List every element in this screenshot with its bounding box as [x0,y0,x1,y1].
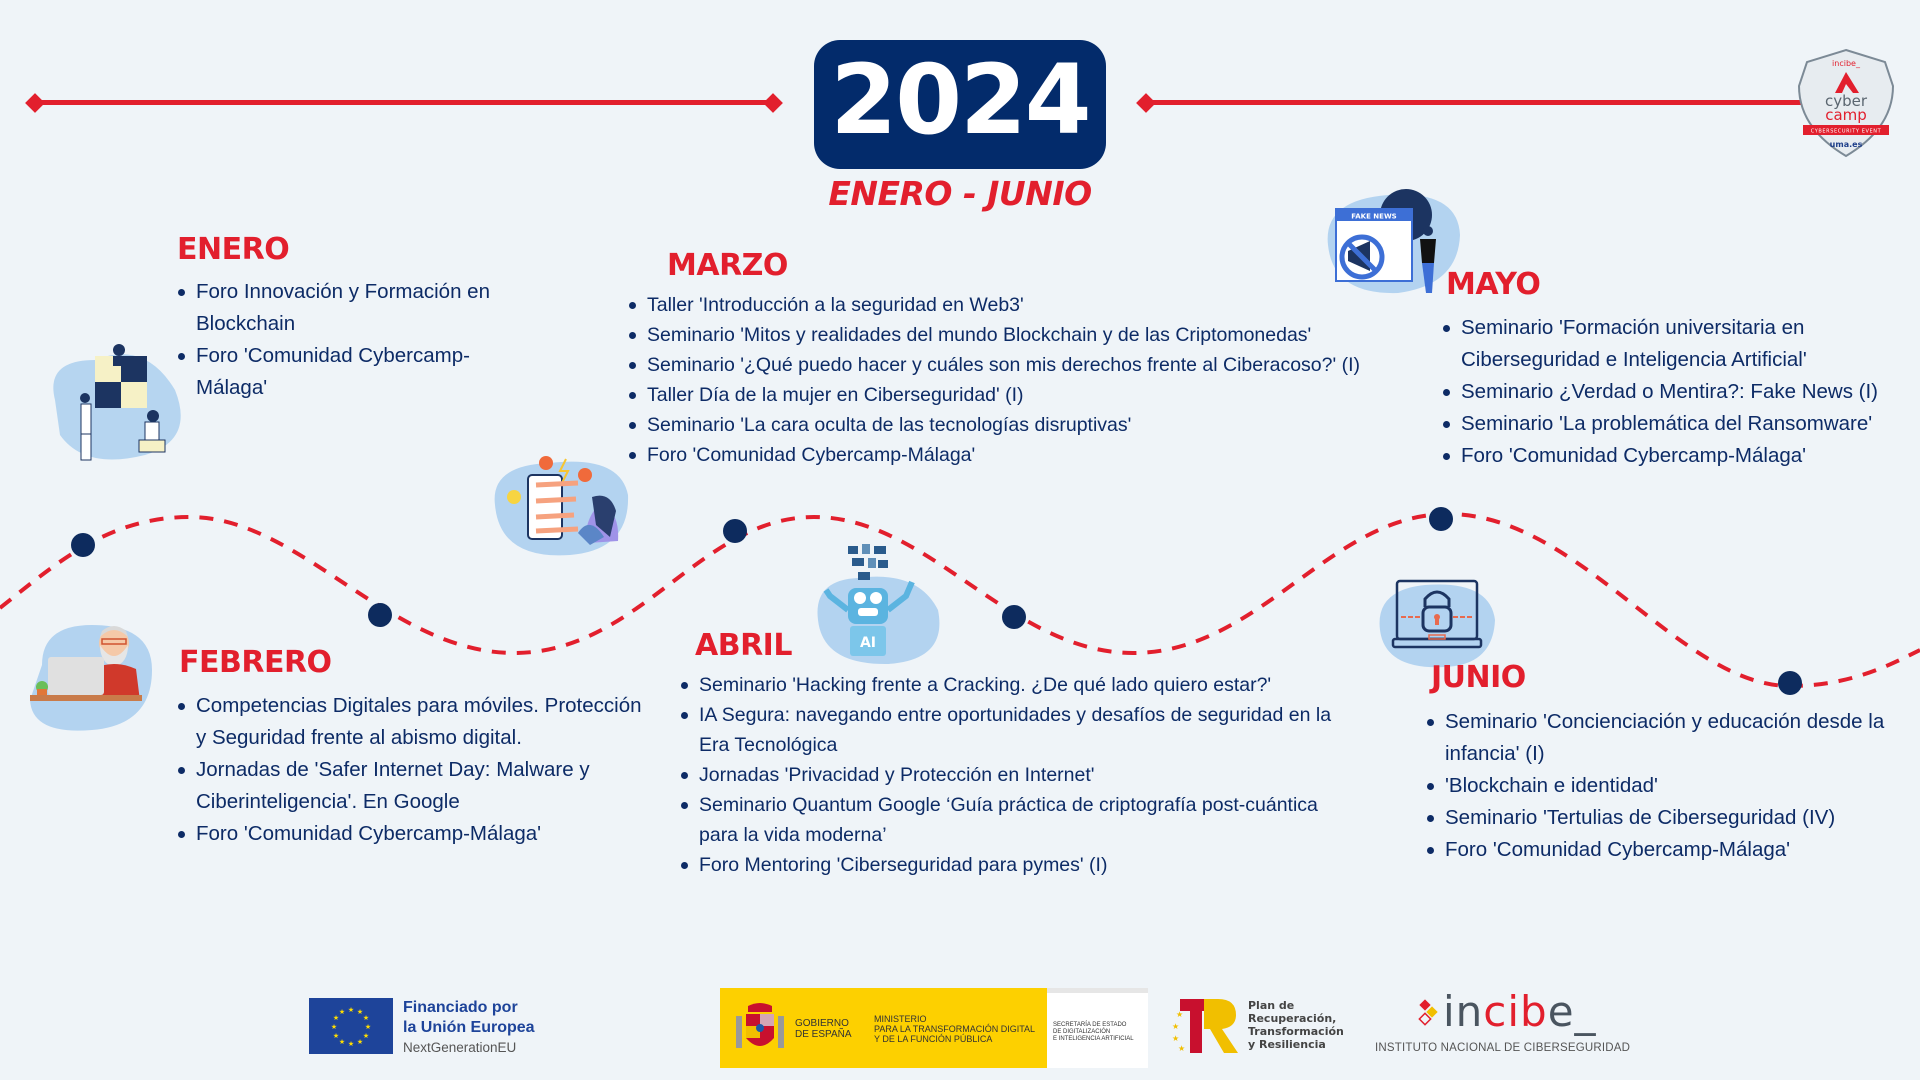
list-item: Foro 'Comunidad Cybercamp-Málaga' [1425,834,1915,866]
list-item: Seminario 'La problemática del Ransomware' [1441,408,1911,440]
coat-of-arms-icon [732,1000,788,1060]
svg-text:camp: camp [1825,106,1867,124]
cyberbullying-icon [480,545,630,564]
list-item: Seminario ¿Verdad o Mentira?: Fake News (I) [1441,376,1911,408]
abril-title: ABRIL [695,628,792,663]
svg-text:★: ★ [1172,1034,1180,1043]
junio-events-list [1425,706,1915,866]
list-item: Seminario 'La cara oculta de las tecnologías disruptivas' [627,410,1387,440]
svg-text:★: ★ [332,1014,340,1022]
ai-robot-icon [808,635,943,669]
marzo-illustration [480,445,630,564]
prtr-text: Plan de Recuperación, Transformación y Resiliencia [1248,999,1344,1051]
list-item: Seminario Quantum Google ‘Guía práctica de criptografía post-cuántica para la vida moderna’ [679,790,1349,850]
list-item: Seminario 'Hacking frente a Cracking. ¿De qué lado quiero estar?' [679,670,1349,700]
svg-text:★: ★ [356,1008,364,1016]
list-item: Seminario 'Tertulias de Ciberseguridad (IV) [1425,802,1915,834]
timeline-dot [1002,605,1026,629]
febrero-events-list [176,690,646,850]
list-item: Foro 'Comunidad Cybercamp-Málaga' [1441,440,1911,472]
eu-text: Financiado por la Unión Europea [403,999,535,1036]
eu-flag-icon [309,998,393,1054]
senior-laptop-icon [22,720,157,739]
mayo-title: MAYO [1446,267,1541,302]
timeline-dot [1778,671,1802,695]
fake-news-icon [1318,212,1463,304]
svg-text:uma.es: uma.es [1829,140,1863,149]
svg-text:★: ★ [338,1008,346,1016]
list-item: Taller 'Introducción a la seguridad en Web3' [627,290,1387,320]
svg-text:★: ★ [338,1038,346,1046]
febrero-illustration [22,615,157,739]
timeline-dot [1429,507,1453,531]
timeline-dot [723,519,747,543]
svg-text:★: ★ [1172,1022,1180,1031]
incibe-diamond-icon [1417,999,1439,1033]
marzo-events-list [627,290,1387,470]
svg-text:★: ★ [332,1032,340,1040]
list-item: Jornadas de 'Safer Internet Day: Malware y Ciberinteligencia'. En Google [176,754,646,818]
list-item: Seminario 'Concienciación y educación desde la infancia' (I) [1425,706,1915,770]
list-item: Foro 'Comunidad Cybercamp-Málaga' [176,818,646,850]
abril-illustration [808,540,943,669]
svg-text:★: ★ [1178,1044,1186,1053]
list-item: Taller Día de la mujer en Ciberseguridad' (I) [627,380,1387,410]
gobierno-text: GOBIERNO DE ESPAÑA [795,1018,852,1040]
list-item: Foro Innovación y Formación en Blockchain [176,276,516,340]
febrero-title: FEBRERO [179,645,332,680]
svg-text:FAKE NEWS: FAKE NEWS [1351,212,1397,221]
list-item: Foro 'Comunidad Cybercamp-Málaga' [176,340,516,404]
year-title: 2024 [814,40,1106,169]
enero-events-list [176,276,516,404]
svg-text:★: ★ [1176,1010,1184,1019]
enero-illustration [35,320,190,469]
svg-text:★: ★ [362,1014,370,1022]
list-item: Foro 'Comunidad Cybercamp-Málaga' [627,440,1387,470]
list-item: Seminario 'Mitos y realidades del mundo Blockchain y de las Criptomonedas' [627,320,1387,350]
gobierno-espana-logo [720,988,1148,1068]
abril-events-list [679,670,1349,880]
svg-text:cyber: cyber [1824,92,1868,110]
list-item: Competencias Digitales para móviles. Protección y Seguridad frente al abismo digital. [176,690,646,754]
svg-text:★: ★ [347,1006,355,1014]
puzzle-team-icon [35,450,190,469]
timeline-dot [368,603,392,627]
secretaria-text: SECRETARÍA DE ESTADO DE DIGITALIZACIÓN E INTELIGENCIA ARTIFICIAL [1053,1022,1134,1042]
tr-logo-icon [1170,995,1242,1059]
marzo-title: MARZO [667,248,788,283]
svg-text:★: ★ [330,1023,338,1031]
mayo-events-list [1441,312,1911,472]
mayo-illustration [1318,185,1463,304]
list-item: Foro Mentoring 'Ciberseguridad para pymes' (I) [679,850,1349,880]
junio-title: JUNIO [1431,660,1526,695]
svg-text:incibe_: incibe_ [1832,59,1860,68]
list-item: IA Segura: navegando entre oportunidades y desafíos de seguridad en la Era Tecnológica [679,700,1349,760]
svg-text:AI: AI [859,635,877,651]
svg-text:★: ★ [347,1040,355,1048]
svg-text:★: ★ [364,1023,372,1031]
list-item: Seminario '¿Qué puedo hacer y cuáles son mis derechos frente al Ciberacoso?' (I) [627,350,1387,380]
ministerio-text: MINISTERIO PARA LA TRANSFORMACIÓN DIGITAL Y DE LA FUNCIÓN PÚBLICA [874,1014,1036,1044]
period-subtitle: ENERO - JUNIO [828,174,1092,213]
svg-text:CYBERSECURITY EVENT: CYBERSECURITY EVENT [1810,128,1882,135]
enero-title: ENERO [177,232,290,267]
list-item: Jornadas 'Privacidad y Protección en Internet' [679,760,1349,790]
incibe-subtitle: INSTITUTO NACIONAL DE CIBERSEGURIDAD [1375,1042,1631,1054]
incibe-wordmark: incibe_ [1443,987,1597,1036]
list-item: Seminario 'Formación universitaria en Ciberseguridad e Inteligencia Artificial' [1441,312,1911,376]
svg-text:★: ★ [362,1032,370,1040]
svg-text:★: ★ [356,1038,364,1046]
list-item: 'Blockchain e identidad' [1425,770,1915,802]
eu-subtext: NextGenerationEU [403,1040,517,1055]
timeline-dot [71,533,95,557]
